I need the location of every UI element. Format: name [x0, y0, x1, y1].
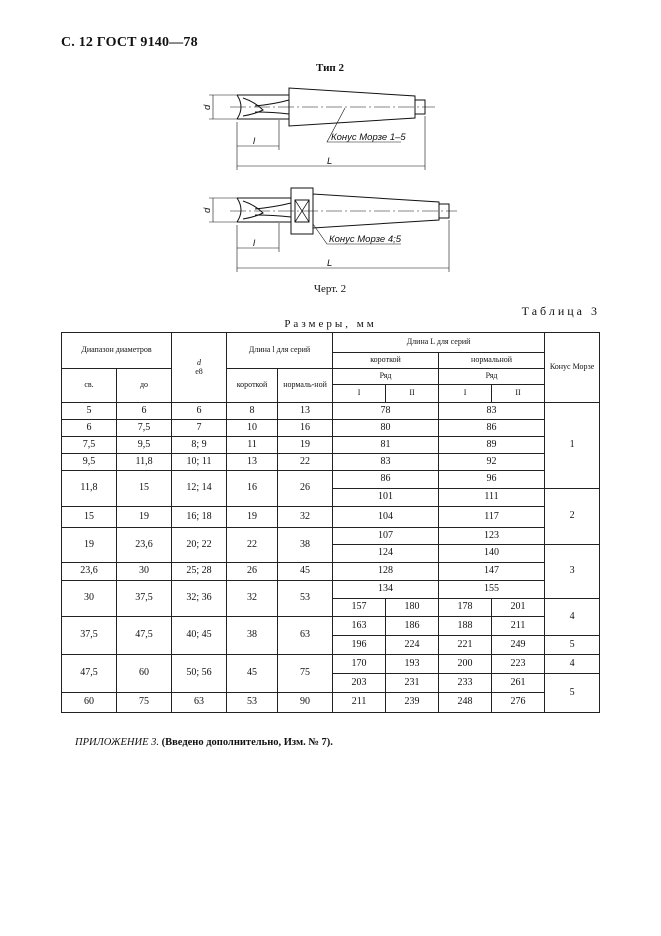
th-I-a: I [333, 385, 386, 403]
figure-caption: Черт. 2 [313, 283, 347, 295]
dim-d-1: d [202, 104, 213, 110]
table-row: 9,5 11,8 10; 11 13 22 83 92 [62, 454, 600, 471]
table-row: 203 231 233 261 5 [62, 674, 600, 693]
table-row: 60 75 63 53 90 211 239 248 276 [62, 693, 600, 713]
table-row: 47,5 60 50; 56 45 75 170 193 200 223 4 [62, 655, 600, 674]
table-row: 19 23,6 20; 22 22 38 107 123 [62, 528, 600, 545]
table-row: 7,5 9,5 8; 9 11 19 81 89 [62, 437, 600, 454]
table-row: 6 7,5 7 10 16 80 86 [62, 420, 600, 437]
table-row: 196 224 221 249 5 [62, 636, 600, 655]
cone-label-1: Конус Морзе 1–5 [331, 132, 406, 143]
th-morse: Конус Морзе [545, 333, 600, 403]
table-row: 11,8 15 12; 14 16 26 86 96 [62, 471, 600, 489]
th-from: св. [62, 369, 117, 403]
th-short: короткой [227, 369, 278, 403]
table-label: Таблица 3 [521, 304, 600, 318]
appendix-note: ПРИЛОЖЕНИЕ 3. (Введено дополнительно, Изм. № 7). [75, 737, 333, 748]
table-row: 157 180 178 201 4 [62, 599, 600, 617]
dimensions-table [61, 332, 600, 713]
th-range: Диапазон диаметров [62, 333, 172, 369]
cutter-type2-morse-1-5 [209, 88, 435, 170]
morse-4: 4 [545, 599, 600, 636]
th-row-normal: Ряд [439, 369, 545, 385]
type-title: Тип 2 [316, 62, 344, 74]
table-row: 15 19 16; 18 19 32 104 117 [62, 507, 600, 528]
table-row: 5 6 6 8 13 78 83 1 [62, 403, 600, 420]
table-row: 37,5 47,5 40; 45 38 63 163 186 188 211 [62, 617, 600, 636]
th-normal-L: нормальной [439, 353, 545, 369]
th-row-short: Ряд [333, 369, 439, 385]
dim-L-1: L [327, 156, 333, 167]
morse-1: 1 [545, 403, 600, 489]
th-II-a: II [386, 385, 439, 403]
th-normal: нормаль-ной [278, 369, 333, 403]
th-short-L: короткой [333, 353, 439, 369]
table-caption: Размеры, мм [284, 318, 377, 330]
cone-label-2: Конус Морзе 4;5 [329, 234, 402, 245]
morse-3: 3 [545, 545, 600, 599]
dim-l-2: l [253, 238, 256, 249]
dim-l-1: l [253, 136, 256, 147]
th-len-l: Длина l для серий [227, 333, 333, 369]
morse-5b: 5 [545, 674, 600, 713]
morse-4b: 4 [545, 655, 600, 674]
table-row: 23,6 30 25; 28 26 45 128 147 [62, 563, 600, 581]
th-II-b: II [492, 385, 545, 403]
th-d: d e8 [172, 333, 227, 403]
morse-5: 5 [545, 636, 600, 655]
page-header: С. 12 ГОСТ 9140—78 [61, 35, 198, 50]
table-row: 101 111 2 [62, 489, 600, 507]
cutter-type2-morse-4-5 [209, 188, 457, 272]
th-I-b: I [439, 385, 492, 403]
th-to: до [117, 369, 172, 403]
dim-d-2: d [202, 207, 213, 213]
table-row: 124 140 3 [62, 545, 600, 563]
technical-drawing [195, 78, 465, 278]
table-row: 30 37,5 32; 36 32 53 134 155 [62, 581, 600, 599]
morse-2: 2 [545, 489, 600, 545]
th-len-L: Длина L для серий [333, 333, 545, 353]
dim-L-2: L [327, 258, 333, 269]
